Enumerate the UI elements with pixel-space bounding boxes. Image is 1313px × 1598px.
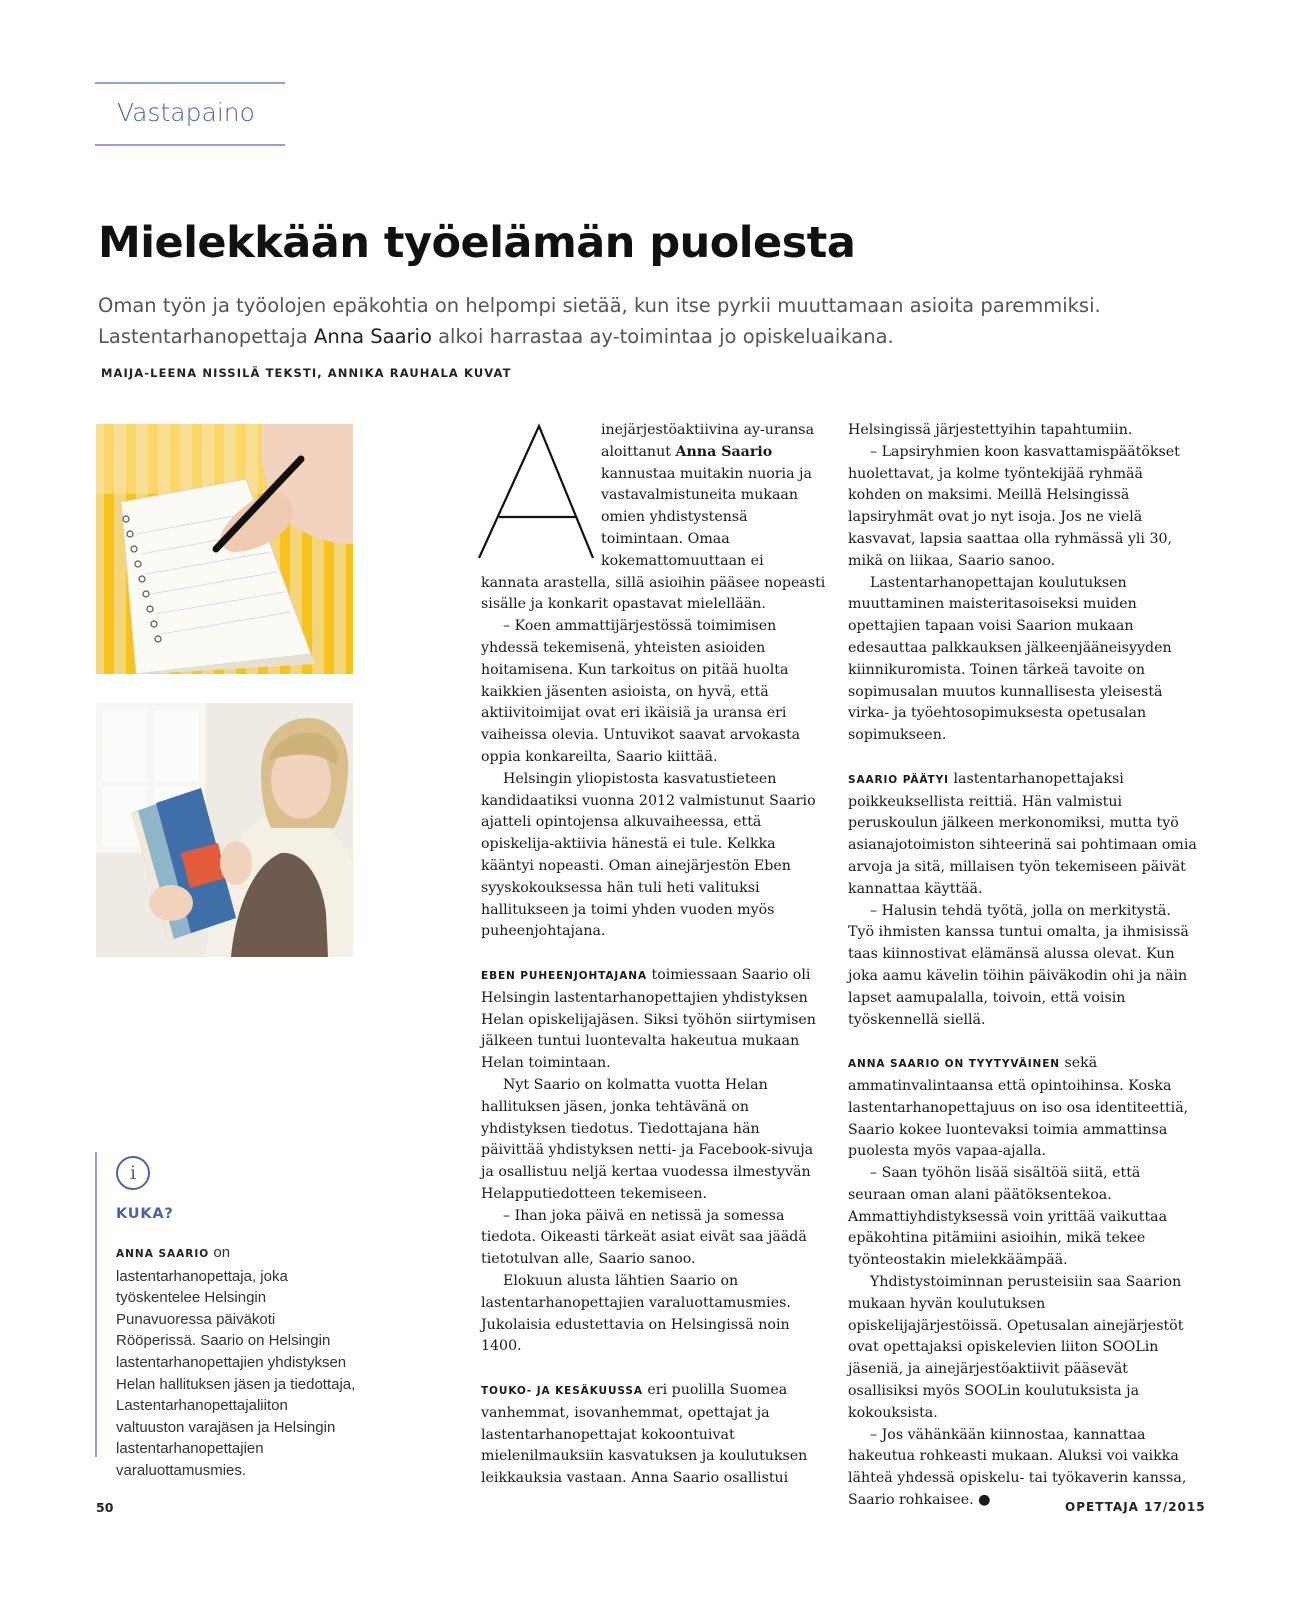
photo-woman-reading xyxy=(96,703,353,957)
headline: Mielekkään työelämän puolesta xyxy=(98,218,856,268)
article-column-3 xyxy=(848,420,1206,1514)
info-box xyxy=(95,1152,362,1479)
section-title: Vastapaino xyxy=(117,98,255,127)
col2-paragraph-8 xyxy=(481,1380,826,1490)
col2-p1-name: Anna Saario xyxy=(675,443,773,460)
col2-paragraph-4 xyxy=(481,965,826,1075)
col3-paragraph-6 xyxy=(848,1053,1198,1163)
col3-p6-text: sekä ammatinvalintaansa että opintoihinsa. Koska lastentarhanopettajuus on iso osa identiteettiä, Saario kokee luontevaksi toimia ammattinsa puolesta myös vapaa-ajalla. xyxy=(848,1055,1189,1160)
col3-paragraph-1: Helsingissä järjestettyihin tapahtumiin. xyxy=(848,422,1133,438)
col2-p1-text-b: kannustaa muitakin nuoria ja vastavalmistuneita mukaan omien yhdistystensä toimintaan. Omaa kokemattomuuttaan ei kannata arastella, sillä asioihin pääsee nopeasti sisälle ja konkarit opastavat mielellään. xyxy=(481,465,826,613)
col2-subhead-eben: EBEN PUHEENJOHTAJANA xyxy=(481,969,647,982)
lead-text-2: alkoi harrastaa ay-toimintaa jo opiskeluaikana. xyxy=(431,325,894,348)
col3-paragraph-9 xyxy=(848,1425,1206,1514)
col2-p1-text-a: inejärjestöaktiivina ay-uransa aloittanut xyxy=(601,422,815,460)
col3-paragraph-2: – Lapsiryhmien koon kasvattamispäätökset huolettavat, ja kolme työntekijää ryhmää kohden on maksimi. Meillä Helsingissä lapsiryhmät ovat jo nyt isoja. Jos ne vielä kasvavat, lapsia saattaa olla ryhmässä yli 30, mikä on liikaa, Saario sanoo. xyxy=(848,443,1180,569)
info-body: on lastentarhanopettaja, joka työskentelee Helsingin Punavuoressa päiväkoti Rööperissä. Saario on Helsingin lastentarhanopettajien yhdistyksen Helan hallituksen jäsen ja tiedottaja, Lastentarhanopettajaliiton valtuuston varajäsen ja Helsingin lastentarhanopettajien varaluottamusmies. xyxy=(116,1244,356,1479)
col2-subhead-touko: TOUKO- JA KESÄKUUSSA xyxy=(481,1385,643,1398)
col3-paragraph-5: – Halusin tehdä työtä, jolla on merkitystä. Työ ihmisten kanssa tuntui omalta, ja ihmisissä taas kiinnostivat elämänsä alussa olevat. Kun joka aamu kävelin töihin päiväkodin ohi ja näin lapset aamupalalla, toivoin, että voisin työskennellä siellä. xyxy=(848,902,1189,1028)
col3-paragraph-3: Lastentarhanopettajan koulutuksen muuttaminen maisteritasoiseksi muiden opettajien tapaan voisi Saarion mukaan edesauttaa palkkauksen jälkeenjääneisyyden kiinnikuromista. Toinen tärkeä tavoite on sopimusalan muutos kunnallisesta yleisestä virka- ja työehtosopimuksesta opetusalan sopimukseen. xyxy=(848,574,1172,744)
lead-name: Anna Saario xyxy=(314,325,432,348)
info-heading: KUKA? xyxy=(116,1206,174,1222)
byline: MAIJA-LEENA NISSILÄ TEKSTI, ANNIKA RAUHALA KUVAT xyxy=(101,366,512,380)
col2-p8-text: eri puolilla Suomea vanhemmat, isovanhemmat, opettajat ja lastentarhanopettajat kokoontuivat mielenilmauksiin kasvatuksen ja koulutuksen leikkauksia vastaan. Anna Saario osallistui xyxy=(481,1382,808,1487)
col3-subhead-paatyi: SAARIO PÄÄTYI xyxy=(848,773,949,786)
col3-paragraph-4 xyxy=(848,769,1198,901)
photo-writing-notebook xyxy=(96,424,353,674)
col3-p4-text: lastentarhanopettajaksi poikkeuksellista reittiä. Hän valmistui peruskoulun jälkeen merkonomiksi, mutta työ asianajotoimiston sihteerinä sai pohtimaan omia arvoja ja sitä, millaisen työn tekemiseen päivät kannattaa käyttää. xyxy=(848,770,1197,897)
col3-p9-text: – Jos vähänkään kiinnostaa, kannattaa hakeutua rohkeasti mukaan. Aluksi voi vaikka lähteä yhdessä opiskelu- tai työkaverin kanssa, Saario rohkaisee. xyxy=(848,1426,1187,1509)
page-number: 50 xyxy=(96,1500,114,1515)
col2-paragraph-3: Helsingin yliopistosta kasvatustieteen kandidaatiksi vuonna 2012 valmistunut Saario ajatteli opintojensa alkuvaiheessa, että opiskelija-aktiivia hänestä ei tule. Kelkka kääntyi nopeasti. Oman ainejärjestön Eben syyskokouksessa hän tuli heti valituksi hallitukseen ja toimi yhden vuoden myös puheenjohtajana. xyxy=(481,770,816,940)
article-column-2 xyxy=(481,420,826,1490)
info-icon: i xyxy=(116,1156,150,1190)
info-text xyxy=(116,1242,359,1482)
lead-text-1: Oman työn ja työolojen epäkohtia on helpompi sietää, kun itse pyrkii muuttamaan asioita paremmiksi. Lastentarhanopettaja xyxy=(98,294,1101,348)
end-mark-icon: ● xyxy=(973,1492,991,1509)
col2-paragraph-7: Elokuun alusta lähtien Saario on lastentarhanopettajien varaluottamusmies. Jukolaisia edustettavia on Helsingissä noin 1400. xyxy=(481,1273,791,1355)
lead-paragraph xyxy=(98,290,1218,352)
col2-paragraph-2: – Koen ammattijärjestössä toimimisen yhdessä tekemisenä, yhteisten asioiden hoitamisena. Kun tarkoitus on pitää huolta kaikkien jäsenten asioista, on hyvä, että aktiivitoimijat ovat eri ikäisiä ja uransa eri vaiheissa olevia. Untuvikot saavat arvokasta oppia konkareilta, Saario kiittää. xyxy=(481,618,801,765)
col2-paragraph-5: Nyt Saario on kolmatta vuotta Helan hallituksen jäsen, jonka tehtävänä on yhdistyksen tiedotus. Tiedottajana hän päivittää yhdistyksen netti- ja Facebook-sivuja ja osallistuu neljä kertaa vuodessa ilmestyvän Helapputiedotteen tekemiseen. xyxy=(481,1076,814,1202)
col2-p4-text: toimiessaan Saario oli Helsingin lastentarhanopettajien yhdistyksen Helan opiskelijajäsen. Siksi työhön siirtymisen jälkeen tuntui luontevalta hakeutua mukaan Helan toimintaan. xyxy=(481,966,816,1072)
section-tag xyxy=(95,82,285,146)
info-lead: ANNA SAARIO xyxy=(116,1248,210,1260)
col3-paragraph-7: – Saan työhön lisää sisältöä siitä, että seuraan oman alani päätöksentekoa. Ammattiyhdistyksessä voin yrittää vaikuttaa epäkohtina pitämiini asioihin, mikä tekee työnteostakin mielekkäämpää. xyxy=(848,1165,1168,1269)
publication-issue: OPETTAJA 17/2015 xyxy=(1065,1500,1206,1514)
drop-cap-a xyxy=(477,422,595,560)
col3-subhead-tyytyvainen: ANNA SAARIO ON TYYTYVÄINEN xyxy=(848,1058,1060,1071)
col3-paragraph-8: Yhdistystoiminnan perusteisiin saa Saarion mukaan hyvän koulutuksen opiskelijajärjestöissä. Opetusalan ainejärjestöt ovat opettajaksi opiskelevien liiton SOOLin jäseniä, ja ainejärjestöaktiivit pääsevät osallisiksi myös SOOLin koulutuksista ja kokouksista. xyxy=(848,1274,1184,1421)
col2-paragraph-6: – Ihan joka päivä en netissä ja somessa tiedota. Oikeasti tärkeät asiat eivät saa jäädä tietotulvan alle, Saario sanoo. xyxy=(481,1207,807,1268)
